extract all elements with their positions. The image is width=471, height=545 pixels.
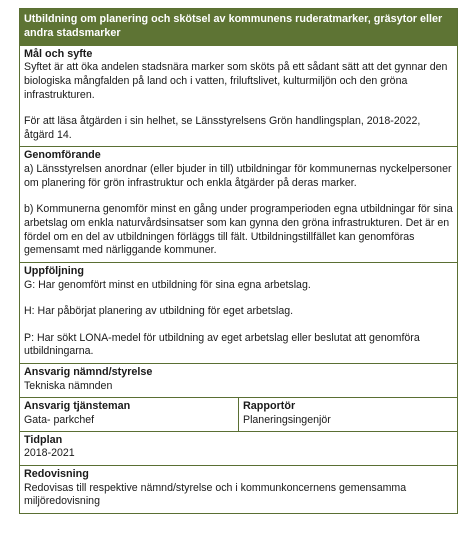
- paragraph: Syftet är att öka andelen stadsnära marker som sköts på ett sådant sätt att det gynnar den biologiska mångfalden på land och i vatten, friluftslivet, kulturmiljön och den gröna infrastrukturen.: [24, 61, 448, 101]
- section-uppfoljning: [20, 262, 457, 363]
- field-value: 2018-2021: [24, 447, 75, 460]
- section-label: Rapportör: [243, 400, 296, 413]
- section-genomforande: [20, 146, 457, 261]
- section-label: Mål och syfte: [24, 47, 93, 60]
- section-label: Tidplan: [24, 433, 63, 446]
- section-label: Ansvarig nämnd/styrelse: [24, 365, 153, 378]
- responsibility-row: [20, 397, 457, 430]
- field-value: Redovisas till respektive nämnd/styrelse och i kommunkoncernens gemensamma miljöredovisning: [24, 481, 407, 508]
- cell-rapportor: [238, 398, 457, 430]
- paragraph: H: Har påbörjat planering av utbildning för eget arbetslag.: [24, 305, 294, 318]
- section-label: Uppföljning: [24, 264, 84, 277]
- card-title: Utbildning om planering och skötsel av kommunens ruderatmarker, gräsytor eller andra stadsmarker: [20, 9, 457, 46]
- field-value: Gata- parkchef: [24, 414, 95, 427]
- section-tidplan: [20, 431, 457, 465]
- section-label: Ansvarig tjänsteman: [24, 400, 131, 413]
- cell-ansvarig-tjansteman: [20, 398, 238, 430]
- paragraph: P: Har sökt LONA-medel för utbildning av eget arbetslag eller beslutat att genomföra utbildningarna.: [24, 331, 420, 358]
- field-value: Tekniska nämnden: [24, 379, 113, 392]
- paragraph: a) Länsstyrelsen anordnar (eller bjuder in till) utbildningar för kommunernas nyckelpersoner om planering för grön infrastruktur och enkla åtgärder på deras marker.: [24, 163, 452, 189]
- action-card: [19, 8, 458, 514]
- section-ansvarig-namnd: [20, 363, 457, 397]
- section-label: Redovisning: [24, 468, 89, 481]
- section-mal-och-syfte: [20, 46, 457, 147]
- section-label: Genomförande: [24, 149, 101, 162]
- section-redovisning: [20, 465, 457, 513]
- paragraph: För att läsa åtgärden i sin helhet, se Länsstyrelsens Grön handlingsplan, 2018-2022, åtgärd 14.: [24, 115, 421, 141]
- field-value: Planeringsingenjör: [243, 414, 331, 427]
- paragraph: b) Kommunerna genomför minst en gång under programperioden egna utbildningar för sina arbetslag om enkla naturvårdsinsatser som kan gynna den gröna infrastrukturen. Det är en fördel om en del av utbildningen förläggs till fält. Utbildningstillfället kan genomföras gemensamt med närliggande kommuner.: [24, 203, 453, 257]
- paragraph: G: Har genomfört minst en utbildning för sina egna arbetslag.: [24, 278, 311, 291]
